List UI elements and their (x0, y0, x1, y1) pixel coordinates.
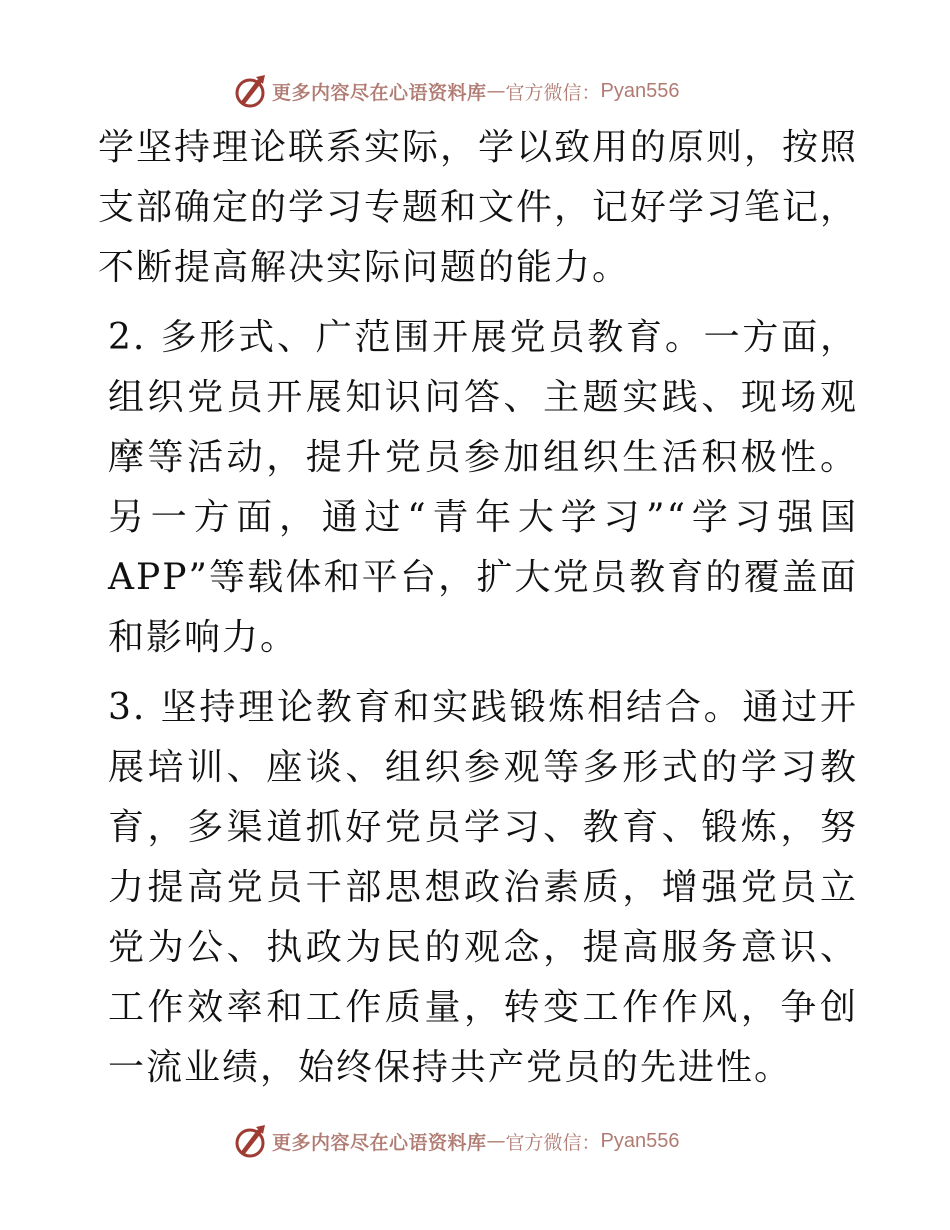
quill-logo-icon (232, 1123, 268, 1159)
watermark-main-text: 更多内容尽在心语资料库 (272, 81, 487, 104)
footer-watermark (232, 1121, 680, 1161)
quill-logo-icon (232, 73, 268, 109)
watermark-main-text: 更多内容尽在心语资料库 (272, 1131, 487, 1154)
watermark-separator: — (486, 1130, 506, 1152)
header-watermark (232, 71, 680, 111)
document-body (98, 118, 858, 1098)
watermark-wechat-id: Pyan556 (600, 79, 680, 102)
watermark-label: 官方微信： (505, 1131, 601, 1154)
watermark-wechat-id: Pyan556 (600, 1129, 680, 1152)
paragraph-2: 2. 多形式、广范围开展党员教育。一方面，组织党员开展知识问答、主题实践、现场观摩等活动，提升党员参加组织生活积极性。另一方面，通过“青年大学习”“学习强国 APP”等载体和平台，扩大党员教育的覆盖面和影响力。 (108, 317, 858, 658)
paragraph-1: 学坚持理论联系实际，学以致用的原则，按照支部确定的学习专题和文件，记好学习笔记，不断提高解决实际问题的能力。 (98, 127, 859, 288)
watermark-separator: — (486, 80, 506, 102)
watermark-label: 官方微信： (505, 81, 601, 104)
paragraph-3: 3. 坚持理论教育和实践锻炼相结合。通过开展培训、座谈、组织参观等多形式的学习教育，多渠道抓好党员学习、教育、锻炼，努力提高党员干部思想政治素质，增强党员立党为公、执政为民的观念，提高服务意识、工作效率和工作质量，转变工作作风，争创一流业绩，始终保持共产党员的先进性。 (108, 687, 858, 1088)
